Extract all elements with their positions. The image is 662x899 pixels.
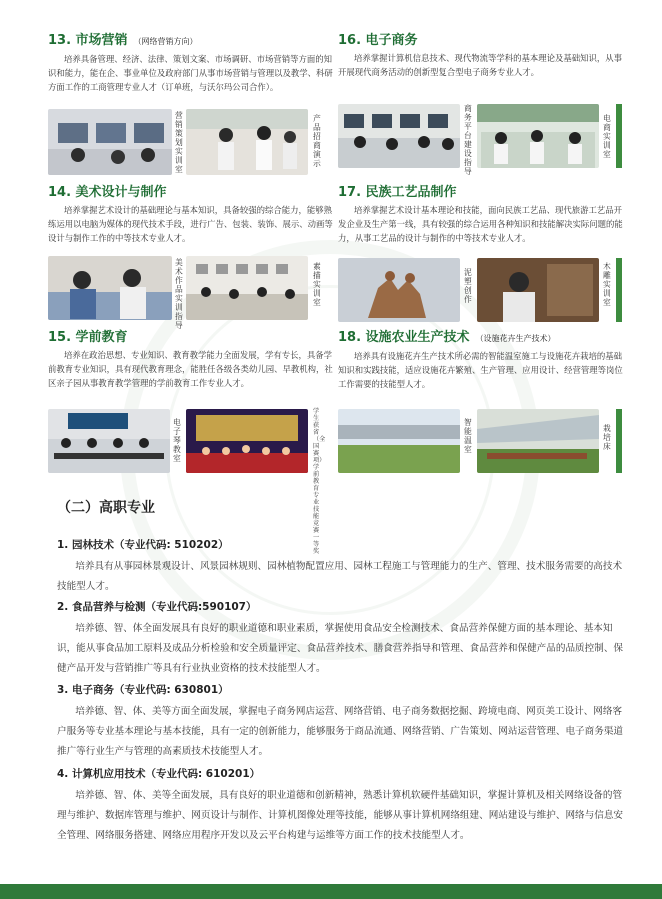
label-marketing-lab: 营销策划实训室 [175, 111, 183, 174]
program-desc: 培养德、智、体全面发展具有良好的职业道德和职业素质，掌握使用食品安全检测技术、食品营养保健方面的基本理论、基本知识，能从事食品加工原料及成品分析检验和安全质量评定、食品营养技术、膳食营养指导和管理、食品营养和保健产品的品质控制、保健产品开发与营销推广等具有行业执业资格的技术技能型人才。 [57, 623, 624, 674]
program-desc: 培养德、智、体、美等全面发展，具有良好的职业道德和创新精神，熟悉计算机软硬件基础知识，掌握计算机及相关网络设备的管理与维护、数据库管理与维护、网页设计与制作、计算机图像处理等技能，能够从事计算机网络组建、网站建设与维护、网络与信息安全管理、网络服务搭建、网络应用程序开发以及云平台构建与运维等方面工作的技术技能型人才。 [57, 790, 624, 841]
program-item [57, 683, 627, 762]
label-clay-sculpture: 泥塑创作 [464, 268, 472, 304]
section-title: 16. 电子商务 [338, 33, 418, 48]
higher-vocational-heading: （二）高职专业 [57, 500, 155, 516]
section-desc: 培养具备管理、经济、法律、策划文案、市场调研、市场营销等方面的知识和能力，能在企、事业单位及政府部门从事市场营销与管理以及教学、科研方面工作的工商管理专业人才（订单班，与沃尔玛公司合作）。 [48, 54, 333, 92]
photo-product-demo [186, 109, 308, 175]
section-title: 18. 设施农业生产技术 （设施花卉生产技术） [338, 330, 556, 345]
program-item [57, 538, 627, 597]
section-ecommerce [338, 33, 628, 80]
label-cultivation-bed: 栽培床 [603, 424, 611, 451]
section-title: 17. 民族工艺品制作 [338, 185, 457, 200]
label-woodcarving-room: 木雕实训室 [603, 262, 611, 307]
program-desc: 培养德、智、体、美等方面全面发展，掌握电子商务网店运营、网络营销、电子商务数据挖掘、跨境电商、网页美工设计、网络客户服务等专业基本理论与基本技能，具有一定的创新能力，能够服务于商品流通、网络营销、广告策划、网站运营管理、电子商务渠道推广等行业生产与管理的高素质技术技能型人才。 [57, 706, 624, 757]
photo-smart-greenhouse [338, 409, 460, 473]
section-title: 14. 美术设计与制作 [48, 185, 167, 200]
label-competition-award: 学生获省（全国赛项）学前教育专业技能竞赛一等奖 [313, 408, 326, 555]
photo-sketch-room [186, 256, 308, 320]
program-title: 3. 电子商务（专业代码: 630801） [57, 684, 229, 696]
label-smart-greenhouse: 智能温室 [464, 418, 472, 454]
section-desc: 培养掌握艺术设计的基础理论与基本知识，具备较强的综合能力，能够熟练运用以电脑为媒体的现代技术手段，进行广告、包装、装饰、展示、动画等设计与制作工作的中等技术专业人才。 [48, 205, 333, 243]
label-keyboard-room: 电子琴教室 [173, 418, 181, 463]
photo-ecommerce-lab [477, 104, 599, 168]
photo-business-platform [338, 104, 460, 168]
section-desc: 培养具有设施花卉生产技术所必需的智能温室施工与设施花卉栽培的基础知识和实践技能，适应设施花卉繁殖、生产管理、应用设计、经营管理等岗位工作需要的技能型人才。 [338, 351, 623, 389]
label-sketch-room: 素描实训室 [313, 262, 321, 307]
section-preschool [48, 330, 338, 390]
photo-woodcarving-room [477, 258, 599, 322]
green-accent-bar [616, 104, 622, 168]
photo-marketing-lab [48, 109, 172, 175]
program-item [57, 767, 627, 846]
section-desc: 培养掌握计算机信息技术、现代物流等学科的基本理论及基础知识，从事开展现代商务活动的创新型复合型电子商务专业人才。 [338, 53, 622, 77]
program-title: 2. 食品营养与检测（专业代码:590107） [57, 601, 257, 613]
section-title: 13. 市场营销 （网络营销方向） [48, 33, 198, 48]
photo-cultivation-bed [477, 409, 599, 473]
footer-bar [0, 884, 662, 899]
program-item [57, 600, 627, 679]
photo-competition-award [186, 409, 308, 473]
photo-art-guidance [48, 256, 172, 320]
green-accent-bar [616, 409, 622, 473]
green-accent-bar [616, 258, 622, 322]
section-desc: 培养在政治思想、专业知识、教育教学能力全面发展，学有专长，具备学前教育专业知识，具有现代教育理念，能胜任各级各类幼儿园、早教机构，社区亲子园从事教育教学管理的学前教育工作专业人才。 [48, 350, 333, 388]
label-ecommerce-lab: 电商实训室 [603, 114, 611, 159]
section-marketing [48, 33, 338, 94]
label-product-demo: 产品招商演示 [313, 114, 321, 168]
section-ethnic-crafts [338, 185, 628, 245]
program-desc: 培养具有从事园林景观设计、风景园林规则、园林植物配置应用、园林工程施工与管理能力的生产、管理、技术服务需要的高技术技能型人才。 [57, 561, 623, 592]
section-desc: 培养掌握艺术设计基本理论和技能，面向民族工艺品、现代旅游工艺品开发企业及生产第一线，具有较强的综合运用各种知识和技能解决实际问题的能力，从事工艺品的设计与制作的中等技术专业人才。 [338, 205, 623, 243]
program-title: 1. 园林技术（专业代码: 510202） [57, 539, 229, 551]
section-art-design [48, 185, 338, 245]
photo-clay-sculpture [338, 258, 460, 322]
program-title: 4. 计算机应用技术（专业代码: 610201） [57, 768, 261, 780]
photo-keyboard-room [48, 409, 170, 473]
label-art-guidance: 美术作品实训指导 [175, 258, 183, 330]
section-facility-agriculture [338, 330, 628, 391]
section-title: 15. 学前教育 [48, 330, 128, 345]
label-business-platform: 商务平台建设指导 [464, 104, 472, 176]
